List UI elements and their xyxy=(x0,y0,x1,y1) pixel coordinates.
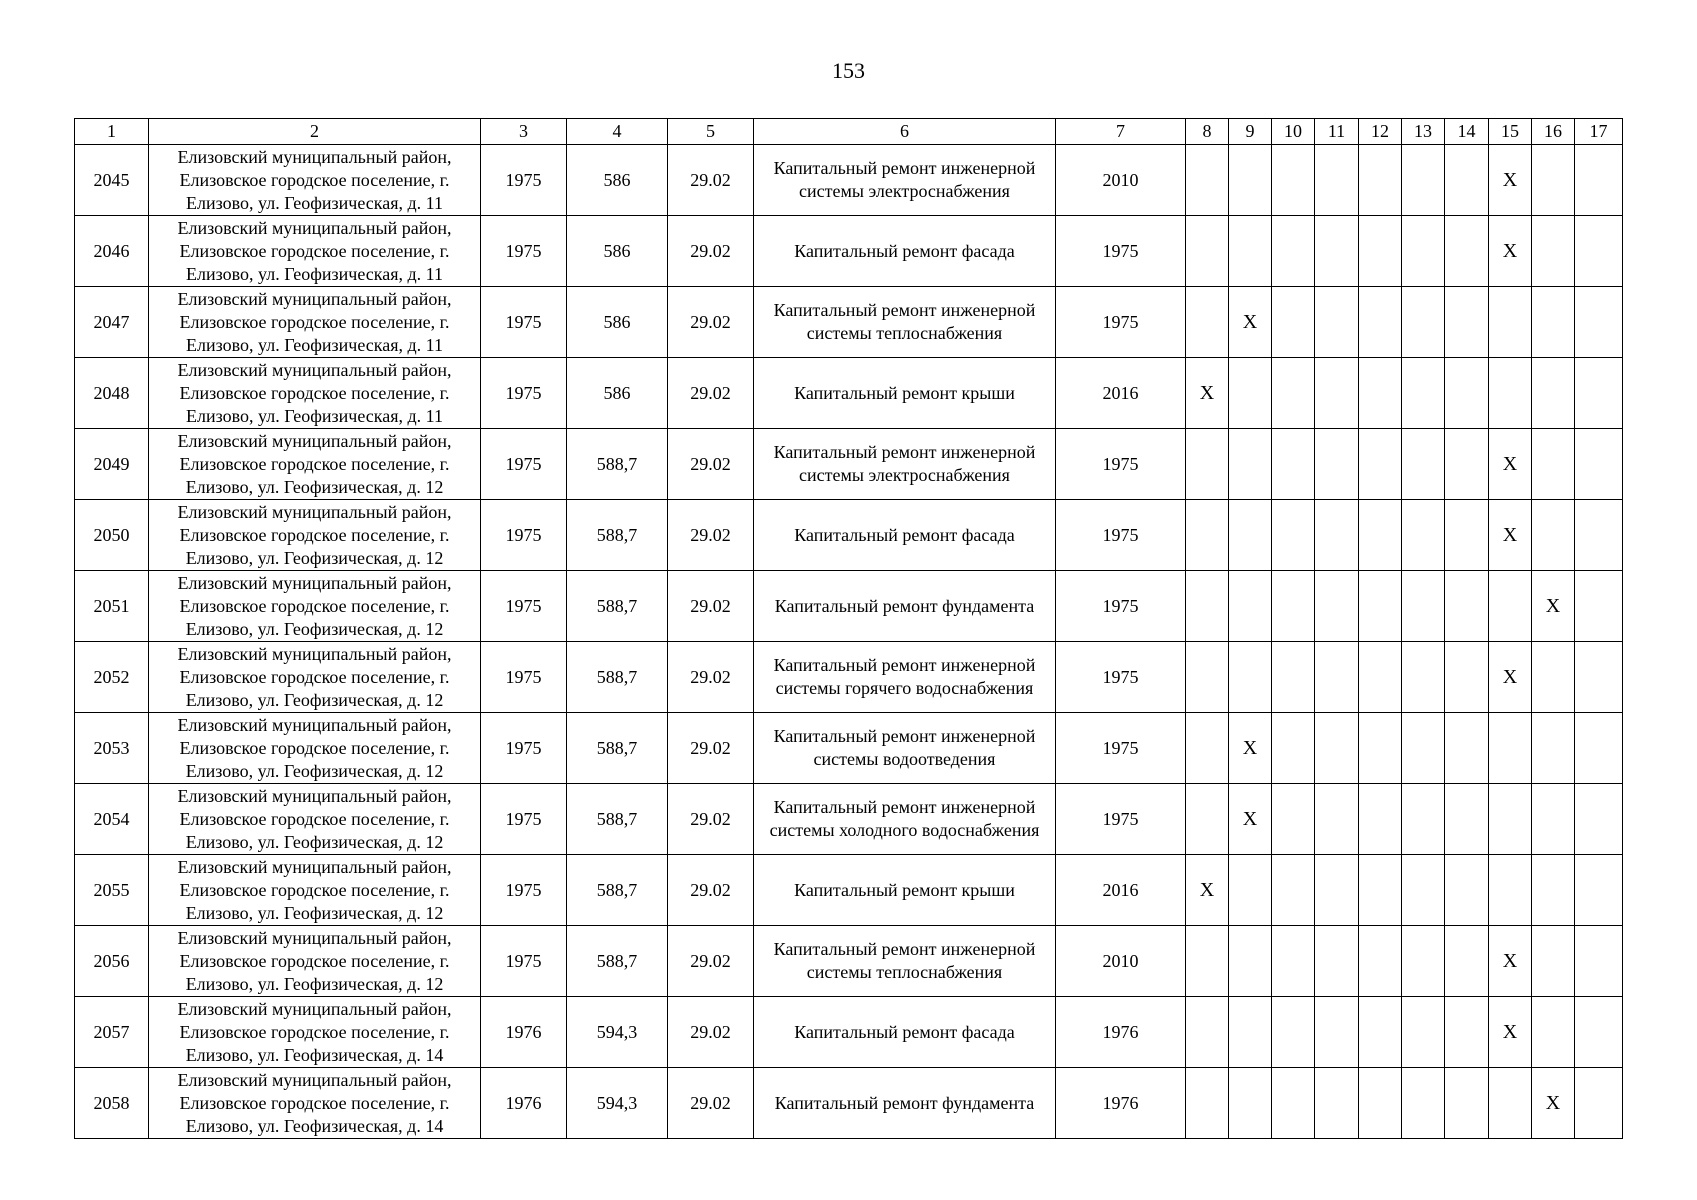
period-empty-cell xyxy=(1229,1068,1272,1139)
work-year-cell: 1976 xyxy=(1056,997,1186,1068)
period-empty-cell xyxy=(1532,216,1575,287)
period-empty-cell xyxy=(1489,1068,1532,1139)
build-year-cell: 1975 xyxy=(481,145,567,216)
code-cell: 29.02 xyxy=(668,855,754,926)
period-empty-cell xyxy=(1359,1068,1402,1139)
work-type-cell: Капитальный ремонт фундамента xyxy=(754,571,1056,642)
period-empty-cell xyxy=(1402,287,1445,358)
address-cell: Елизовский муниципальный район, Елизовское городское поселение, г. Елизово, ул. Геофизическая, д. 12 xyxy=(149,926,481,997)
address-cell: Елизовский муниципальный район, Елизовское городское поселение, г. Елизово, ул. Геофизическая, д. 11 xyxy=(149,358,481,429)
period-empty-cell xyxy=(1186,1068,1229,1139)
column-header-17: 17 xyxy=(1575,119,1623,145)
code-cell: 29.02 xyxy=(668,713,754,784)
table-row xyxy=(75,287,1623,358)
period-empty-cell xyxy=(1315,571,1359,642)
period-empty-cell xyxy=(1575,926,1623,997)
period-empty-cell xyxy=(1445,216,1489,287)
register-table xyxy=(74,118,1623,1139)
area-cell: 588,7 xyxy=(567,713,668,784)
table-row xyxy=(75,784,1623,855)
period-empty-cell xyxy=(1315,500,1359,571)
period-empty-cell xyxy=(1272,216,1315,287)
column-header-12: 12 xyxy=(1359,119,1402,145)
column-header-6: 6 xyxy=(754,119,1056,145)
period-empty-cell xyxy=(1359,642,1402,713)
address-cell: Елизовский муниципальный район, Елизовское городское поселение, г. Елизово, ул. Геофизическая, д. 14 xyxy=(149,997,481,1068)
work-type-cell: Капитальный ремонт фасада xyxy=(754,500,1056,571)
period-empty-cell xyxy=(1532,784,1575,855)
row-id-cell: 2048 xyxy=(75,358,149,429)
period-empty-cell xyxy=(1489,784,1532,855)
period-empty-cell xyxy=(1315,429,1359,500)
period-empty-cell xyxy=(1532,926,1575,997)
work-type-cell: Капитальный ремонт инженерной системы горячего водоснабжения xyxy=(754,642,1056,713)
column-header-4: 4 xyxy=(567,119,668,145)
page-number: 153 xyxy=(832,58,865,83)
period-mark-cell: Х xyxy=(1229,784,1272,855)
period-empty-cell xyxy=(1315,997,1359,1068)
period-empty-cell xyxy=(1359,500,1402,571)
address-cell: Елизовский муниципальный район, Елизовское городское поселение, г. Елизово, ул. Геофизическая, д. 12 xyxy=(149,713,481,784)
period-empty-cell xyxy=(1315,926,1359,997)
period-empty-cell xyxy=(1359,358,1402,429)
period-empty-cell xyxy=(1445,784,1489,855)
table-row xyxy=(75,642,1623,713)
period-empty-cell xyxy=(1445,642,1489,713)
period-empty-cell xyxy=(1272,926,1315,997)
period-empty-cell xyxy=(1359,713,1402,784)
table-row xyxy=(75,1068,1623,1139)
header-row xyxy=(75,119,1623,145)
period-empty-cell xyxy=(1359,145,1402,216)
period-empty-cell xyxy=(1489,571,1532,642)
period-empty-cell xyxy=(1445,855,1489,926)
period-empty-cell xyxy=(1359,855,1402,926)
period-empty-cell xyxy=(1532,429,1575,500)
period-empty-cell xyxy=(1186,145,1229,216)
period-empty-cell xyxy=(1445,713,1489,784)
address-cell: Елизовский муниципальный район, Елизовское городское поселение, г. Елизово, ул. Геофизическая, д. 12 xyxy=(149,500,481,571)
period-empty-cell xyxy=(1575,287,1623,358)
period-empty-cell xyxy=(1575,855,1623,926)
period-empty-cell xyxy=(1229,571,1272,642)
period-empty-cell xyxy=(1186,997,1229,1068)
period-empty-cell xyxy=(1532,713,1575,784)
work-year-cell: 1976 xyxy=(1056,1068,1186,1139)
period-empty-cell xyxy=(1532,855,1575,926)
period-empty-cell xyxy=(1315,1068,1359,1139)
area-cell: 586 xyxy=(567,216,668,287)
build-year-cell: 1975 xyxy=(481,358,567,429)
row-id-cell: 2046 xyxy=(75,216,149,287)
period-empty-cell xyxy=(1402,500,1445,571)
code-cell: 29.02 xyxy=(668,216,754,287)
column-header-3: 3 xyxy=(481,119,567,145)
address-cell: Елизовский муниципальный район, Елизовское городское поселение, г. Елизово, ул. Геофизическая, д. 12 xyxy=(149,429,481,500)
period-empty-cell xyxy=(1315,358,1359,429)
code-cell: 29.02 xyxy=(668,287,754,358)
work-type-cell: Капитальный ремонт инженерной системы электроснабжения xyxy=(754,145,1056,216)
period-empty-cell xyxy=(1229,358,1272,429)
period-empty-cell xyxy=(1575,784,1623,855)
work-type-cell: Капитальный ремонт инженерной системы теплоснабжения xyxy=(754,926,1056,997)
row-id-cell: 2047 xyxy=(75,287,149,358)
address-cell: Елизовский муниципальный район, Елизовское городское поселение, г. Елизово, ул. Геофизическая, д. 11 xyxy=(149,145,481,216)
period-mark-cell: Х xyxy=(1229,287,1272,358)
period-empty-cell xyxy=(1272,997,1315,1068)
period-empty-cell xyxy=(1489,358,1532,429)
build-year-cell: 1975 xyxy=(481,287,567,358)
period-mark-cell: Х xyxy=(1489,429,1532,500)
period-mark-cell: Х xyxy=(1489,500,1532,571)
period-empty-cell xyxy=(1272,713,1315,784)
period-empty-cell xyxy=(1402,997,1445,1068)
table-row xyxy=(75,358,1623,429)
build-year-cell: 1975 xyxy=(481,429,567,500)
area-cell: 588,7 xyxy=(567,571,668,642)
row-id-cell: 2050 xyxy=(75,500,149,571)
code-cell: 29.02 xyxy=(668,429,754,500)
build-year-cell: 1976 xyxy=(481,1068,567,1139)
work-year-cell: 2010 xyxy=(1056,926,1186,997)
area-cell: 594,3 xyxy=(567,997,668,1068)
period-mark-cell: Х xyxy=(1489,145,1532,216)
row-id-cell: 2054 xyxy=(75,784,149,855)
period-empty-cell xyxy=(1186,784,1229,855)
table-row xyxy=(75,997,1623,1068)
period-empty-cell xyxy=(1359,571,1402,642)
row-id-cell: 2049 xyxy=(75,429,149,500)
period-empty-cell xyxy=(1272,784,1315,855)
period-empty-cell xyxy=(1186,287,1229,358)
period-empty-cell xyxy=(1272,429,1315,500)
area-cell: 588,7 xyxy=(567,500,668,571)
period-empty-cell xyxy=(1272,145,1315,216)
period-empty-cell xyxy=(1229,642,1272,713)
period-empty-cell xyxy=(1445,1068,1489,1139)
build-year-cell: 1975 xyxy=(481,713,567,784)
column-header-13: 13 xyxy=(1402,119,1445,145)
period-empty-cell xyxy=(1186,713,1229,784)
area-cell: 586 xyxy=(567,145,668,216)
area-cell: 586 xyxy=(567,287,668,358)
period-empty-cell xyxy=(1445,997,1489,1068)
period-empty-cell xyxy=(1359,429,1402,500)
period-empty-cell xyxy=(1359,784,1402,855)
work-year-cell: 1975 xyxy=(1056,571,1186,642)
period-empty-cell xyxy=(1575,216,1623,287)
period-empty-cell xyxy=(1229,500,1272,571)
period-empty-cell xyxy=(1315,287,1359,358)
period-empty-cell xyxy=(1445,429,1489,500)
table-row xyxy=(75,713,1623,784)
period-empty-cell xyxy=(1532,358,1575,429)
work-year-cell: 1975 xyxy=(1056,713,1186,784)
area-cell: 588,7 xyxy=(567,784,668,855)
period-empty-cell xyxy=(1575,642,1623,713)
period-empty-cell xyxy=(1272,642,1315,713)
period-empty-cell xyxy=(1445,500,1489,571)
area-cell: 588,7 xyxy=(567,855,668,926)
row-id-cell: 2057 xyxy=(75,997,149,1068)
area-cell: 588,7 xyxy=(567,429,668,500)
work-type-cell: Капитальный ремонт фасада xyxy=(754,216,1056,287)
table-row xyxy=(75,216,1623,287)
period-empty-cell xyxy=(1229,216,1272,287)
row-id-cell: 2053 xyxy=(75,713,149,784)
period-empty-cell xyxy=(1532,642,1575,713)
period-empty-cell xyxy=(1402,145,1445,216)
period-mark-cell: Х xyxy=(1532,1068,1575,1139)
period-empty-cell xyxy=(1402,713,1445,784)
table-row xyxy=(75,500,1623,571)
period-mark-cell: Х xyxy=(1229,713,1272,784)
row-id-cell: 2051 xyxy=(75,571,149,642)
address-cell: Елизовский муниципальный район, Елизовское городское поселение, г. Елизово, ул. Геофизическая, д. 12 xyxy=(149,855,481,926)
code-cell: 29.02 xyxy=(668,926,754,997)
code-cell: 29.02 xyxy=(668,997,754,1068)
period-empty-cell xyxy=(1489,287,1532,358)
period-empty-cell xyxy=(1272,287,1315,358)
period-empty-cell xyxy=(1575,358,1623,429)
period-mark-cell: Х xyxy=(1532,571,1575,642)
code-cell: 29.02 xyxy=(668,642,754,713)
row-id-cell: 2056 xyxy=(75,926,149,997)
period-empty-cell xyxy=(1402,571,1445,642)
row-id-cell: 2045 xyxy=(75,145,149,216)
column-header-16: 16 xyxy=(1532,119,1575,145)
build-year-cell: 1976 xyxy=(481,997,567,1068)
period-empty-cell xyxy=(1229,145,1272,216)
period-empty-cell xyxy=(1445,926,1489,997)
period-empty-cell xyxy=(1402,642,1445,713)
period-empty-cell xyxy=(1229,855,1272,926)
column-header-2: 2 xyxy=(149,119,481,145)
code-cell: 29.02 xyxy=(668,358,754,429)
work-year-cell: 1975 xyxy=(1056,287,1186,358)
period-empty-cell xyxy=(1489,713,1532,784)
period-empty-cell xyxy=(1359,997,1402,1068)
period-mark-cell: Х xyxy=(1186,358,1229,429)
work-year-cell: 1975 xyxy=(1056,642,1186,713)
column-header-8: 8 xyxy=(1186,119,1229,145)
period-mark-cell: Х xyxy=(1489,216,1532,287)
table-header xyxy=(75,119,1623,145)
work-type-cell: Капитальный ремонт инженерной системы электроснабжения xyxy=(754,429,1056,500)
address-cell: Елизовский муниципальный район, Елизовское городское поселение, г. Елизово, ул. Геофизическая, д. 11 xyxy=(149,287,481,358)
period-empty-cell xyxy=(1445,358,1489,429)
period-empty-cell xyxy=(1315,784,1359,855)
period-empty-cell xyxy=(1575,713,1623,784)
period-empty-cell xyxy=(1532,500,1575,571)
column-header-10: 10 xyxy=(1272,119,1315,145)
column-header-11: 11 xyxy=(1315,119,1359,145)
period-empty-cell xyxy=(1532,997,1575,1068)
table-row xyxy=(75,145,1623,216)
period-empty-cell xyxy=(1445,571,1489,642)
period-empty-cell xyxy=(1402,358,1445,429)
area-cell: 588,7 xyxy=(567,926,668,997)
column-header-7: 7 xyxy=(1056,119,1186,145)
address-cell: Елизовский муниципальный район, Елизовское городское поселение, г. Елизово, ул. Геофизическая, д. 14 xyxy=(149,1068,481,1139)
code-cell: 29.02 xyxy=(668,145,754,216)
work-type-cell: Капитальный ремонт инженерной системы теплоснабжения xyxy=(754,287,1056,358)
work-year-cell: 1975 xyxy=(1056,500,1186,571)
table-body xyxy=(75,145,1623,1139)
period-empty-cell xyxy=(1272,571,1315,642)
area-cell: 594,3 xyxy=(567,1068,668,1139)
period-empty-cell xyxy=(1186,216,1229,287)
period-empty-cell xyxy=(1315,642,1359,713)
work-year-cell: 2010 xyxy=(1056,145,1186,216)
period-empty-cell xyxy=(1575,429,1623,500)
code-cell: 29.02 xyxy=(668,500,754,571)
period-empty-cell xyxy=(1402,216,1445,287)
work-type-cell: Капитальный ремонт инженерной системы водоотведения xyxy=(754,713,1056,784)
period-empty-cell xyxy=(1359,216,1402,287)
period-mark-cell: Х xyxy=(1489,997,1532,1068)
period-empty-cell xyxy=(1532,287,1575,358)
column-header-1: 1 xyxy=(75,119,149,145)
period-empty-cell xyxy=(1575,1068,1623,1139)
work-type-cell: Капитальный ремонт крыши xyxy=(754,855,1056,926)
column-header-15: 15 xyxy=(1489,119,1532,145)
row-id-cell: 2058 xyxy=(75,1068,149,1139)
address-cell: Елизовский муниципальный район, Елизовское городское поселение, г. Елизово, ул. Геофизическая, д. 11 xyxy=(149,216,481,287)
period-empty-cell xyxy=(1575,571,1623,642)
period-mark-cell: Х xyxy=(1489,642,1532,713)
period-empty-cell xyxy=(1229,997,1272,1068)
column-header-5: 5 xyxy=(668,119,754,145)
period-empty-cell xyxy=(1359,926,1402,997)
row-id-cell: 2052 xyxy=(75,642,149,713)
code-cell: 29.02 xyxy=(668,1068,754,1139)
build-year-cell: 1975 xyxy=(481,216,567,287)
column-header-14: 14 xyxy=(1445,119,1489,145)
period-empty-cell xyxy=(1272,1068,1315,1139)
build-year-cell: 1975 xyxy=(481,926,567,997)
period-empty-cell xyxy=(1272,358,1315,429)
period-empty-cell xyxy=(1272,500,1315,571)
period-empty-cell xyxy=(1186,571,1229,642)
period-empty-cell xyxy=(1359,287,1402,358)
period-empty-cell xyxy=(1315,855,1359,926)
period-empty-cell xyxy=(1402,429,1445,500)
work-year-cell: 1975 xyxy=(1056,216,1186,287)
table-row xyxy=(75,855,1623,926)
period-empty-cell xyxy=(1186,926,1229,997)
work-type-cell: Капитальный ремонт фасада xyxy=(754,997,1056,1068)
period-empty-cell xyxy=(1575,997,1623,1068)
code-cell: 29.02 xyxy=(668,784,754,855)
period-empty-cell xyxy=(1532,145,1575,216)
work-year-cell: 2016 xyxy=(1056,358,1186,429)
table-row xyxy=(75,926,1623,997)
build-year-cell: 1975 xyxy=(481,642,567,713)
period-empty-cell xyxy=(1402,926,1445,997)
period-mark-cell: Х xyxy=(1489,926,1532,997)
period-mark-cell: Х xyxy=(1186,855,1229,926)
area-cell: 586 xyxy=(567,358,668,429)
build-year-cell: 1975 xyxy=(481,855,567,926)
period-empty-cell xyxy=(1186,429,1229,500)
address-cell: Елизовский муниципальный район, Елизовское городское поселение, г. Елизово, ул. Геофизическая, д. 12 xyxy=(149,784,481,855)
period-empty-cell xyxy=(1489,855,1532,926)
period-empty-cell xyxy=(1315,145,1359,216)
period-empty-cell xyxy=(1575,500,1623,571)
row-id-cell: 2055 xyxy=(75,855,149,926)
work-year-cell: 2016 xyxy=(1056,855,1186,926)
address-cell: Елизовский муниципальный район, Елизовское городское поселение, г. Елизово, ул. Геофизическая, д. 12 xyxy=(149,642,481,713)
build-year-cell: 1975 xyxy=(481,784,567,855)
period-empty-cell xyxy=(1402,1068,1445,1139)
table-row xyxy=(75,571,1623,642)
period-empty-cell xyxy=(1402,855,1445,926)
work-type-cell: Капитальный ремонт инженерной системы холодного водоснабжения xyxy=(754,784,1056,855)
period-empty-cell xyxy=(1229,429,1272,500)
area-cell: 588,7 xyxy=(567,642,668,713)
column-header-9: 9 xyxy=(1229,119,1272,145)
period-empty-cell xyxy=(1186,500,1229,571)
work-type-cell: Капитальный ремонт крыши xyxy=(754,358,1056,429)
period-empty-cell xyxy=(1272,855,1315,926)
period-empty-cell xyxy=(1575,145,1623,216)
period-empty-cell xyxy=(1315,713,1359,784)
address-cell: Елизовский муниципальный район, Елизовское городское поселение, г. Елизово, ул. Геофизическая, д. 12 xyxy=(149,571,481,642)
table-row xyxy=(75,429,1623,500)
period-empty-cell xyxy=(1229,926,1272,997)
period-empty-cell xyxy=(1445,287,1489,358)
build-year-cell: 1975 xyxy=(481,500,567,571)
code-cell: 29.02 xyxy=(668,571,754,642)
period-empty-cell xyxy=(1186,642,1229,713)
period-empty-cell xyxy=(1402,784,1445,855)
build-year-cell: 1975 xyxy=(481,571,567,642)
work-type-cell: Капитальный ремонт фундамента xyxy=(754,1068,1056,1139)
period-empty-cell xyxy=(1445,145,1489,216)
work-year-cell: 1975 xyxy=(1056,429,1186,500)
work-year-cell: 1975 xyxy=(1056,784,1186,855)
period-empty-cell xyxy=(1315,216,1359,287)
